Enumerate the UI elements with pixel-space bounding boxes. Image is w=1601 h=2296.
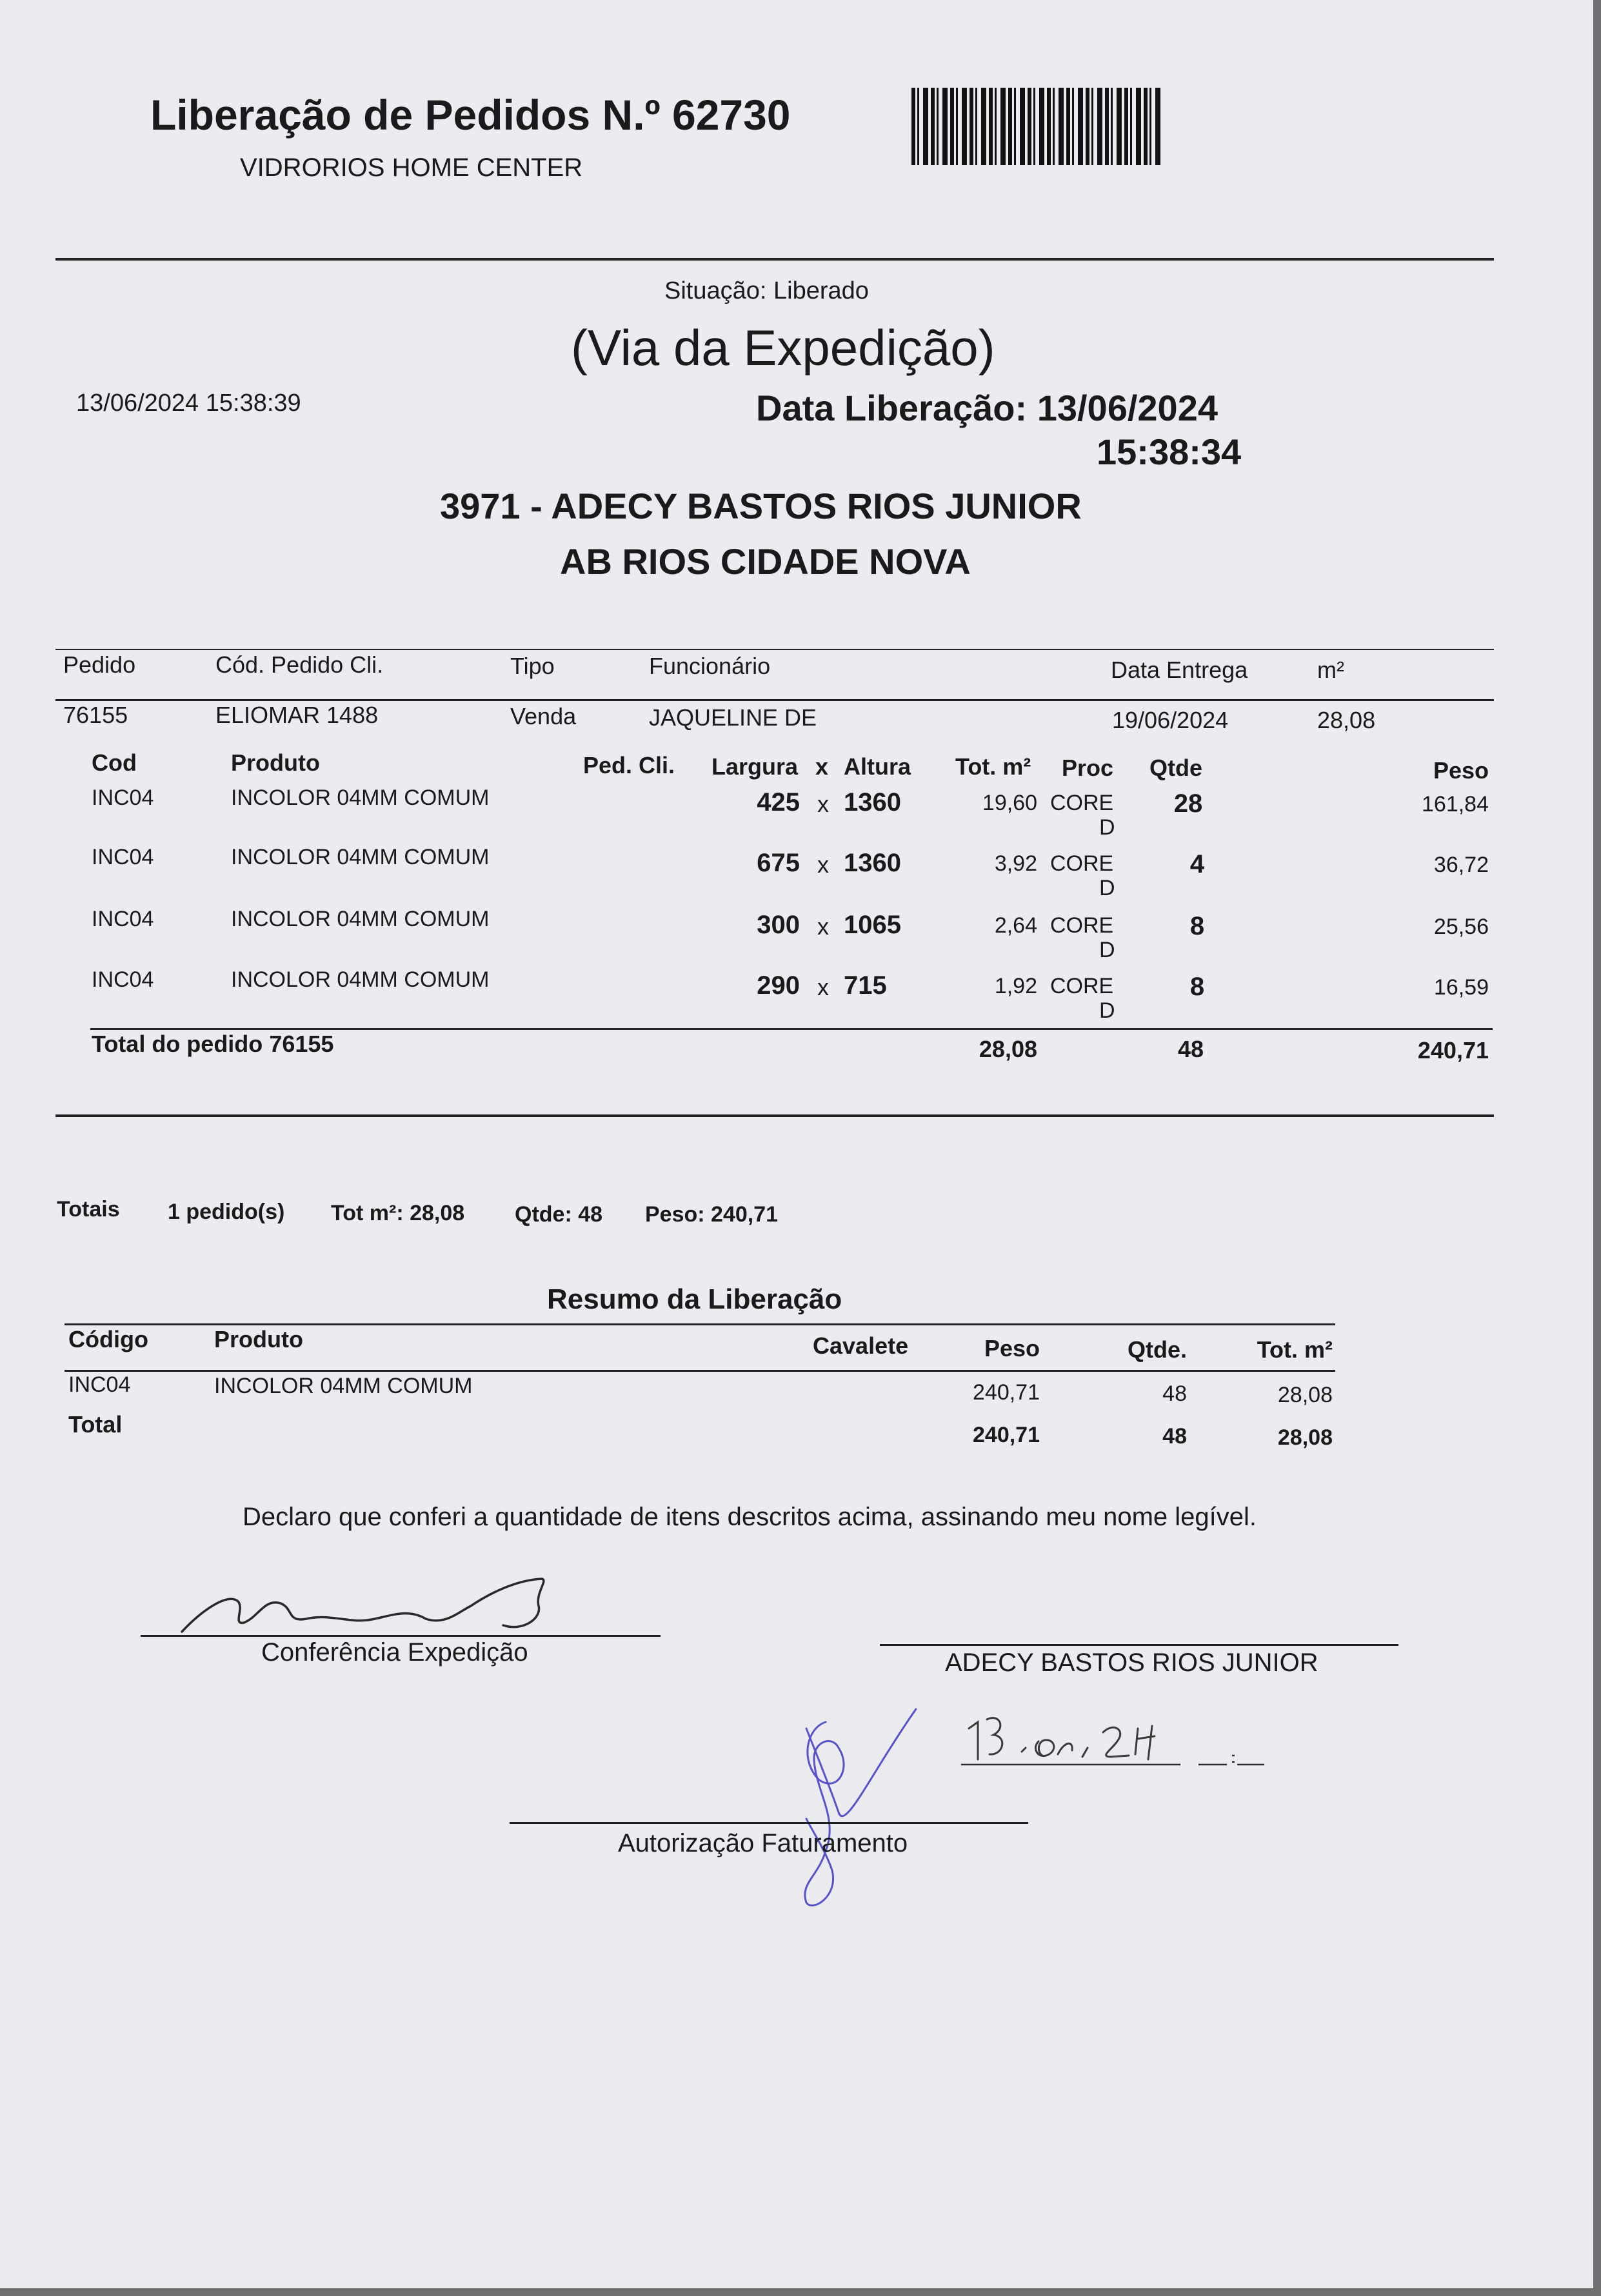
totais-m2: Tot m²: 28,08 (331, 1201, 465, 1225)
order-total-qtde: 48 (1177, 1036, 1204, 1062)
item-produto: INCOLOR 04MM COMUM (231, 786, 490, 810)
item-x: x (817, 974, 829, 1000)
release-date-label: Data Liberação: 13/06/2024 (756, 388, 1218, 428)
item-x: x (817, 913, 829, 940)
item-peso: 25,56 (1433, 915, 1489, 939)
resumo-header-codigo: Código (68, 1326, 148, 1352)
client-name: 3971 - ADECY BASTOS RIOS JUNIOR (440, 486, 1082, 526)
resumo-header-produto: Produto (214, 1326, 303, 1352)
item-largura: 675 (757, 849, 800, 877)
items-header-ped-cli: Ped. Cli. (583, 752, 675, 778)
col-label-data-entrega: Data Entrega (1111, 657, 1248, 683)
items-header-peso: Peso (1433, 757, 1489, 784)
item-proc: CORE (1050, 974, 1114, 998)
resumo-header-cavalete: Cavalete (813, 1332, 909, 1359)
item-proc-cont: D (1099, 876, 1115, 900)
resumo-title: Resumo da Liberação (547, 1283, 842, 1315)
item-tot-m2: 3,92 (994, 851, 1037, 876)
item-peso: 16,59 (1433, 975, 1489, 1000)
totais-pedidos: 1 pedido(s) (168, 1200, 285, 1224)
divider (65, 1370, 1335, 1372)
item-largura: 425 (757, 788, 800, 816)
divider (55, 1114, 1494, 1117)
col-label-m2: m² (1317, 657, 1344, 683)
item-qtde: 8 (1189, 912, 1205, 940)
handwritten-signature (155, 1561, 645, 1651)
item-tot-m2: 19,60 (982, 791, 1037, 815)
items-header-x: x (815, 753, 829, 780)
resumo-tot-m2: 28,08 (1277, 1383, 1333, 1407)
items-header-proc: Proc (1062, 755, 1114, 781)
document-title: Liberação de Pedidos N.º 62730 (150, 91, 791, 139)
item-qtde: 8 (1189, 973, 1205, 1001)
handwritten-date (961, 1703, 1335, 1780)
resumo-codigo: INC04 (68, 1372, 131, 1397)
resumo-header-peso: Peso (984, 1335, 1040, 1361)
resumo-total-peso: 240,71 (973, 1423, 1040, 1447)
divider (55, 258, 1494, 261)
item-cod: INC04 (92, 845, 154, 869)
divider (55, 699, 1494, 701)
item-peso: 36,72 (1433, 853, 1489, 877)
items-header-qtde: Qtde (1149, 755, 1203, 781)
item-cod: INC04 (92, 786, 154, 810)
resumo-header-qtde: Qtde. (1127, 1336, 1187, 1363)
m2-value: 28,08 (1317, 707, 1376, 733)
item-proc: CORE (1050, 791, 1114, 815)
item-proc-cont: D (1099, 998, 1115, 1023)
resumo-peso: 240,71 (973, 1380, 1040, 1405)
print-datetime: 13/06/2024 15:38:39 (76, 390, 301, 417)
item-cod: INC04 (92, 907, 154, 931)
signature-line (880, 1644, 1398, 1646)
via-label: (Via da Expedição) (571, 319, 995, 376)
item-altura: 1360 (844, 849, 901, 877)
divider (55, 649, 1494, 650)
col-label-tipo: Tipo (510, 653, 555, 679)
data-entrega-value: 19/06/2024 (1112, 707, 1229, 733)
sig-label-client: ADECY BASTOS RIOS JUNIOR (945, 1648, 1318, 1677)
item-largura: 290 (757, 971, 800, 1000)
item-altura: 1065 (844, 911, 901, 939)
item-cod: INC04 (92, 967, 154, 992)
barcode (911, 88, 1163, 165)
resumo-total-label: Total (68, 1411, 123, 1438)
blue-signature (742, 1690, 922, 1909)
totais-qtde: Qtde: 48 (515, 1202, 603, 1227)
item-altura: 1360 (844, 788, 901, 816)
status-text: Situação: Liberado (664, 277, 869, 304)
declaration-text: Declaro que conferi a quantidade de itens descritos acima, assinando meu nome legível. (243, 1503, 1257, 1531)
items-header-tot-m2: Tot. m² (955, 753, 1031, 780)
items-header-cod: Cod (92, 749, 137, 776)
item-produto: INCOLOR 04MM COMUM (231, 907, 490, 931)
order-total-peso: 240,71 (1417, 1037, 1489, 1064)
items-header-produto: Produto (231, 749, 320, 776)
divider (65, 1323, 1335, 1325)
company-name: VIDRORIOS HOME CENTER (240, 153, 583, 182)
pedido-number: 76155 (63, 702, 128, 728)
item-altura: 715 (844, 971, 887, 1000)
divider (90, 1028, 1493, 1030)
sig-label-autorizacao: Autorização Faturamento (618, 1829, 908, 1857)
items-header-altura: Altura (844, 753, 911, 780)
item-produto: INCOLOR 04MM COMUM (231, 967, 490, 992)
funcionario-value: JAQUELINE DE (649, 704, 817, 731)
item-qtde: 28 (1173, 789, 1203, 818)
order-total-m2: 28,08 (979, 1036, 1037, 1062)
client-store: AB RIOS CIDADE NOVA (560, 541, 971, 582)
sig-label-conferencia: Conferência Expedição (261, 1638, 528, 1667)
resumo-qtde: 48 (1162, 1381, 1187, 1406)
item-proc-cont: D (1099, 815, 1115, 840)
tipo-value: Venda (510, 703, 577, 729)
item-proc: CORE (1050, 851, 1114, 876)
resumo-total-qtde: 48 (1162, 1424, 1187, 1449)
item-x: x (817, 791, 829, 817)
signature-line (141, 1635, 661, 1637)
resumo-produto: INCOLOR 04MM COMUM (214, 1374, 473, 1398)
item-tot-m2: 1,92 (994, 974, 1037, 998)
item-largura: 300 (757, 911, 800, 939)
col-label-cod-cli: Cód. Pedido Cli. (215, 651, 384, 678)
order-total-label: Total do pedido 76155 (92, 1031, 334, 1057)
item-qtde: 4 (1189, 850, 1205, 878)
item-tot-m2: 2,64 (994, 913, 1037, 938)
totais-peso: Peso: 240,71 (645, 1202, 779, 1227)
resumo-header-tot-m2: Tot. m² (1257, 1336, 1333, 1363)
cod-pedido-cli: ELIOMAR 1488 (215, 702, 379, 728)
col-label-pedido: Pedido (63, 651, 136, 678)
item-proc: CORE (1050, 913, 1114, 938)
release-time: 15:38:34 (1097, 431, 1242, 472)
totais-label: Totais (57, 1197, 120, 1222)
signature-line (510, 1822, 1028, 1824)
item-peso: 161,84 (1422, 792, 1489, 816)
item-x: x (817, 851, 829, 878)
item-produto: INCOLOR 04MM COMUM (231, 845, 490, 869)
resumo-total-tot-m2: 28,08 (1277, 1425, 1333, 1450)
col-label-funcionario: Funcionário (649, 653, 771, 679)
item-proc-cont: D (1099, 938, 1115, 962)
items-header-largura: Largura (711, 753, 799, 780)
